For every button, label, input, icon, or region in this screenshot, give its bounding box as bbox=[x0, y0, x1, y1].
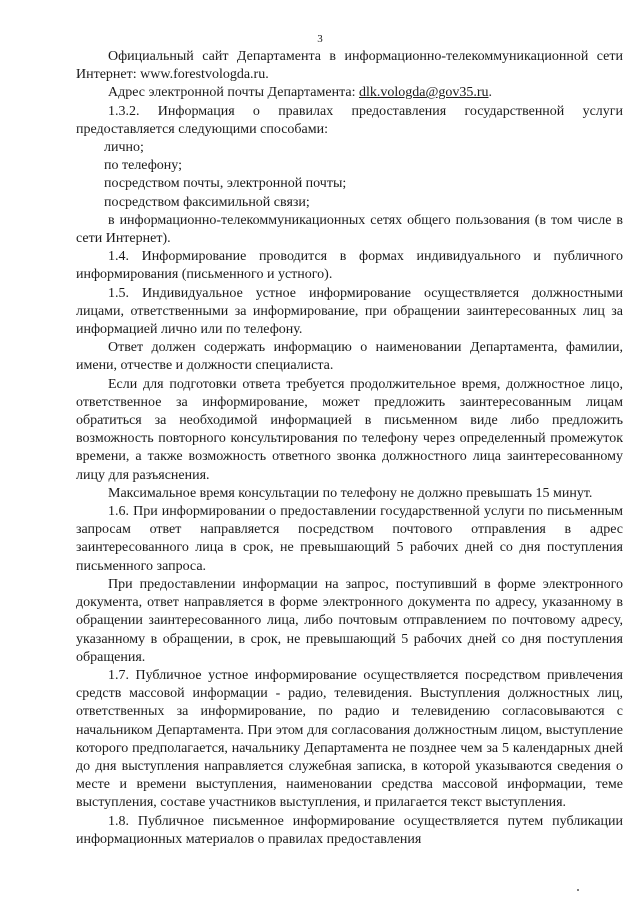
paragraph-way-personal: лично; bbox=[104, 140, 144, 156]
paragraph-way-internet: в информационно-телекоммуникационных сетях общего пользования (в том числе в сети Интернет). bbox=[76, 212, 623, 247]
email-suffix: . bbox=[488, 85, 493, 101]
paragraph-p1-5-longtime: Если для подготовки ответа требуется продолжительное время, должностное лицо, ответственное за информирование, может предложить заинтересованным лицам обратиться за необходимой информацией в письменном виде либо предложить возможность повторного консультирования по телефону через определенный промежуток времени, а также возможность ответного звонка должностного лица заинтересованному лицу для разъяснения. bbox=[76, 376, 623, 483]
page-number: 3 bbox=[317, 33, 323, 45]
paragraph-site: Официальный сайт Департамента в информационно-телекоммуникационной сети Интернет: www.forestvologda.ru. bbox=[76, 49, 623, 83]
paragraph-way-mail: посредством почты, электронной почты; bbox=[104, 176, 347, 192]
scan-artifact-dot bbox=[577, 889, 579, 891]
paragraph-way-fax: посредством факсимильной связи; bbox=[104, 194, 310, 210]
paragraph-p1-4: 1.4. Информирование проводится в формах индивидуального и публичного информирования (письменного и устного). bbox=[76, 249, 623, 283]
paragraph-p1-6-electronic: При предоставлении информации на запрос, поступивший в форме электронного документа, ответ направляется в форме электронного документа по адресу, указанному в обращении заинтересованного лица, либо почтовым отправлением по почтовому адресу, указанному в обращении, в срок, не превышающий 5 рабочих дней со дня поступления обращения. bbox=[76, 576, 623, 665]
paragraph-email bbox=[76, 84, 623, 102]
paragraph-p1-5: 1.5. Индивидуальное устное информирование осуществляется должностными лицами, ответственными за информирование, при обращении заинтересованных лиц за информацией лично или по телефону. bbox=[76, 285, 623, 338]
email-label: Адрес электронной почты Департамента: bbox=[108, 85, 359, 101]
paragraph-way-phone: по телефону; bbox=[104, 158, 182, 174]
paragraph-p1-3-2: 1.3.2. Информация о правилах предоставления государственной услуги предоставляется следующими способами: bbox=[76, 103, 623, 137]
paragraph-p1-5-maxtime: Максимальное время консультации по телефону не должно превышать 15 минут. bbox=[108, 485, 593, 501]
paragraph-p1-8: 1.8. Публичное письменное информирование осуществляется путем публикации информационных материалов о правилах предоставления bbox=[76, 813, 623, 847]
document-body bbox=[76, 48, 623, 849]
email-link[interactable]: dlk.vologda@gov35.ru bbox=[358, 85, 489, 101]
paragraph-p1-6: 1.6. При информировании о предоставлении государственной услуги по письменным запросам ответ направляется посредством почтового отправления в адрес заинтересованного лица в срок, не превышающий 5 рабочих дней со дня поступления письменного запроса. bbox=[76, 504, 623, 574]
paragraph-p1-7: 1.7. Публичное устное информирование осуществляется посредством привлечения средств массовой информации - радио, телевидения. Выступления должностных лиц, ответственных за информирование, по радио и телевидению согласовываются с начальником Департамента. При этом для согласования должностным лицом, выступление которого предполагается, начальнику Департамента не позднее чем за 5 календарных дней до дня выступления направляется служебная записка, в которой указываются сведения о месте и времени выступления, наименовании средства массовой информации, теме выступления, составе участников выступления, и прилагается текст выступления. bbox=[76, 667, 623, 811]
paragraph-p1-5-answer: Ответ должен содержать информацию о наименовании Департамента, фамилии, имени, отчестве и должности специалиста. bbox=[76, 340, 623, 374]
